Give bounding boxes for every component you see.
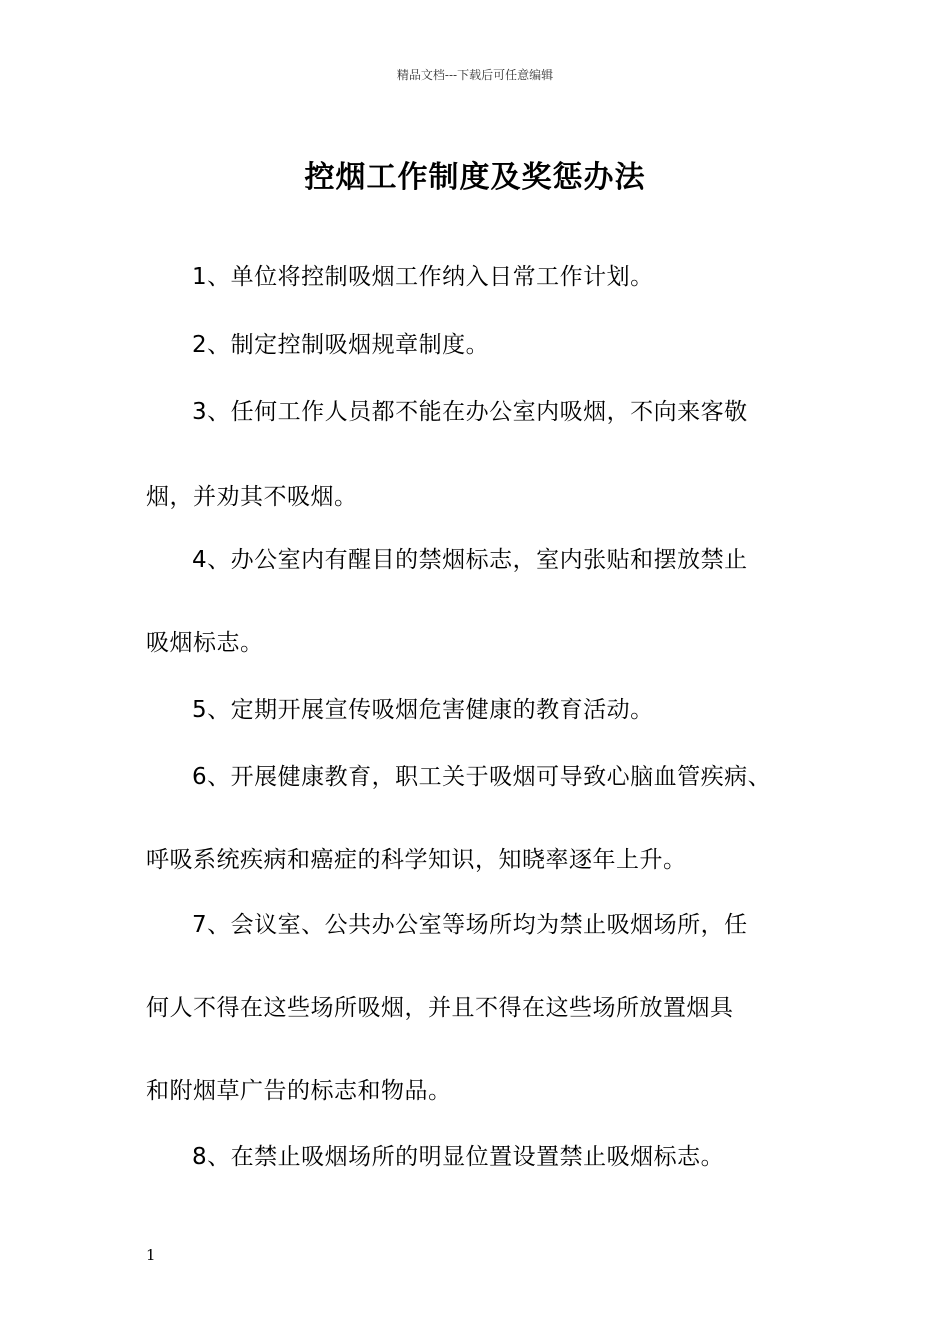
rule-7-line-2: 何人不得在这些场所吸烟，并且不得在这些场所放置烟具 — [146, 995, 734, 1021]
rule-7-line-3: 和附烟草广告的标志和物品。 — [146, 1078, 452, 1104]
rule-6-line-2: 呼吸系统疾病和癌症的科学知识，知晓率逐年上升。 — [146, 847, 687, 873]
rule-1-line-1: 1、单位将控制吸烟工作纳入日常工作计划。 — [192, 264, 654, 290]
rule-7-line-1: 7、会议室、公共办公室等场所均为禁止吸烟场所，任 — [192, 912, 748, 938]
rule-2-line-1: 2、制定控制吸烟规章制度。 — [192, 332, 490, 358]
rule-5-line-1: 5、定期开展宣传吸烟危害健康的教育活动。 — [192, 697, 654, 723]
page-number: 1 — [146, 1246, 156, 1264]
rule-4-line-1: 4、办公室内有醒目的禁烟标志，室内张贴和摆放禁止 — [192, 547, 748, 573]
document-title: 控烟工作制度及奖惩办法 — [304, 160, 646, 195]
rule-3-line-2: 烟，并劝其不吸烟。 — [146, 484, 358, 510]
rule-3-line-1: 3、任何工作人员都不能在办公室内吸烟，不向来客敬 — [192, 399, 748, 425]
rule-6-line-1: 6、开展健康教育，职工关于吸烟可导致心脑血管疾病、 — [192, 764, 772, 790]
rule-8-line-1: 8、在禁止吸烟场所的明显位置设置禁止吸烟标志。 — [192, 1144, 725, 1170]
rule-4-line-2: 吸烟标志。 — [146, 630, 264, 656]
page-header: 精品文档---下载后可任意编辑 — [396, 68, 554, 82]
